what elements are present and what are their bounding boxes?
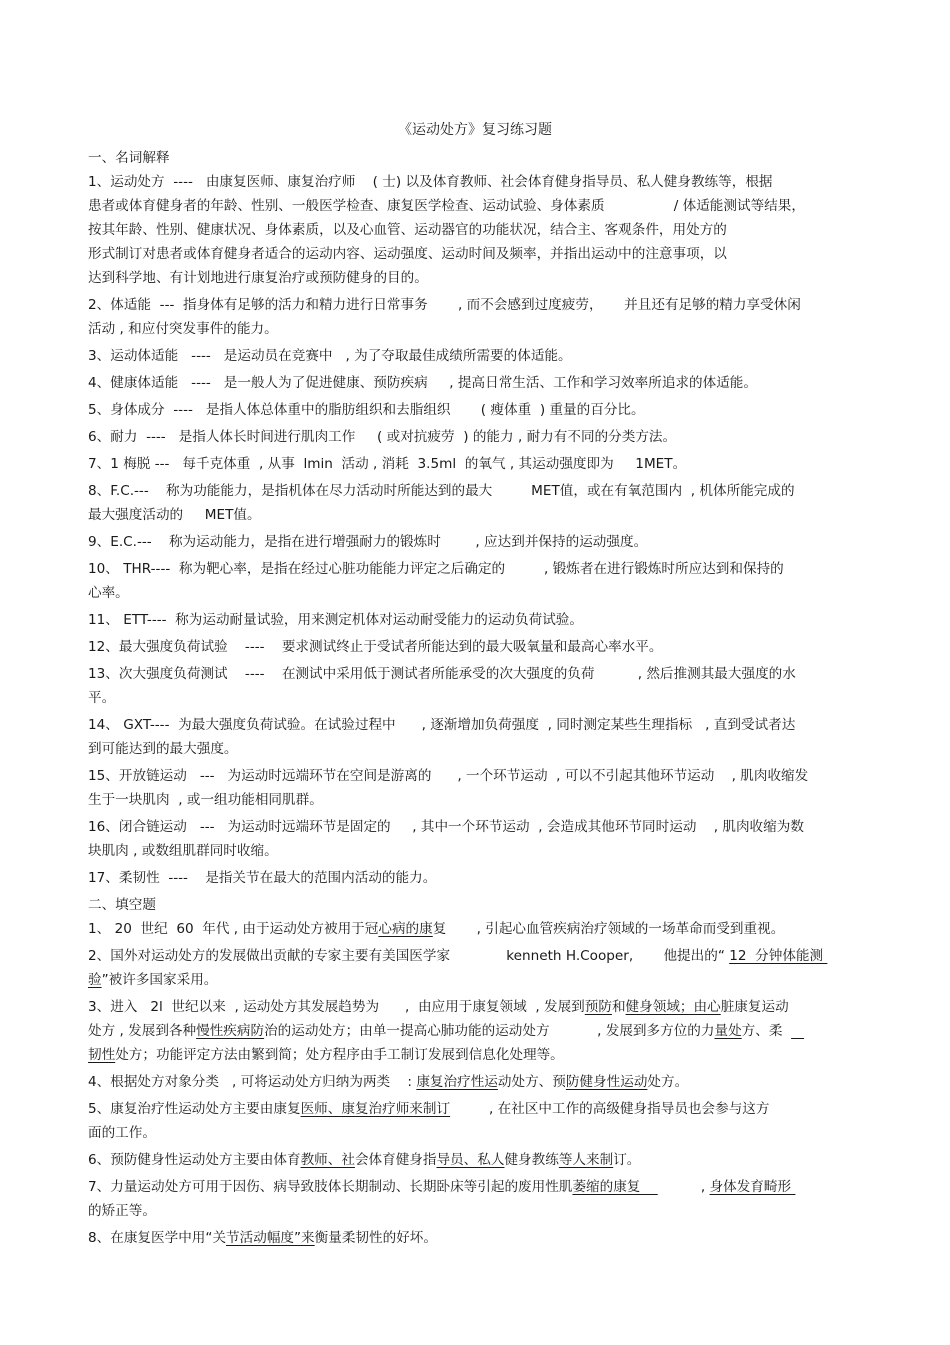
question-text: 1、 20 世纪 60 年代 , 由于运动处方被用于冠 — [88, 921, 379, 937]
text-line: 最大强度活动的 MET值。 — [88, 507, 261, 523]
fill-in-item — [88, 944, 880, 992]
text-line — [88, 968, 880, 992]
text-line: 4、健康体适能 ---- 是一般人为了促进健康、预防疾病 , 提高日常生活、工作和学习效率所追求的体适能。 — [88, 375, 757, 391]
answer-text: 医师、康复治疗师来制订 — [300, 1101, 451, 1117]
definition-item — [88, 866, 880, 890]
question-text: 方、柔 — [741, 1023, 792, 1039]
text-line — [88, 995, 880, 1019]
definitions-list — [88, 170, 880, 890]
question-text: 8、在康复医学中用“关 — [88, 1230, 227, 1246]
text-line — [88, 1226, 880, 1250]
definition-item — [88, 635, 880, 659]
page-title: 《运动处方》复习练习题 — [398, 122, 552, 138]
text-line: 生于一块肌肉 , 或一组功能相同肌群。 — [88, 792, 323, 808]
question-text: 2、国外对运动处方的发展做出贡献的专家主要有美国医学家 kenneth H.Cooper, 他提出的“ — [88, 948, 730, 964]
fill-in-item — [88, 1097, 880, 1145]
question-text: 处方 , 发展到各种 — [88, 1023, 197, 1039]
text-line: 到可能达到的最大强度。 — [88, 741, 238, 757]
text-line: 块肌肉 , 或数组肌群同时收缩。 — [88, 843, 278, 859]
section-heading-definitions: 一、名词解释 — [88, 150, 170, 166]
definition-item — [88, 815, 880, 863]
text-line: 15、开放链运动 --- 为运动时远端环节在空间是游离的 , 一个环节运动 , 可以不引起其他环节运动 , 肌肉收缩发 — [88, 768, 809, 784]
question-text: 处方；功能评定方法由繁到简；处方程序由手工制订发展到信息化处理等。 — [115, 1047, 564, 1063]
answer-text: 节活动幅度”来 — [226, 1230, 315, 1246]
answer-text: 量处 — [714, 1023, 742, 1039]
question-text: , 在社区中工作的高级健身指导员也会参与这方 — [450, 1101, 770, 1117]
answer-text: 身体发育畸形 — [709, 1179, 796, 1195]
question-text: 复 , 引起心血管疾病治疗领域的一场革命而受到重视。 — [432, 921, 785, 937]
text-line: 活动 , 和应付突发事件的能力。 — [88, 321, 278, 337]
definition-item — [88, 713, 880, 761]
text-line: 5、身体成分 ---- 是指人体总体重中的脂肪组织和去脂组织 ( 瘦体重 ) 重量的百分比。 — [88, 402, 645, 418]
text-line — [88, 917, 880, 941]
question-text: 6、预防健身性运动处方主要由体育 — [88, 1152, 301, 1168]
question-text: 的矫正等。 — [88, 1203, 156, 1219]
definition-item — [88, 293, 880, 341]
question-text: 处方。 — [647, 1074, 689, 1090]
text-line — [88, 1121, 880, 1145]
question-text: 4、根据处方对象分类 , 可将运动处方归纳为两类 : — [88, 1074, 417, 1090]
definition-item — [88, 425, 880, 449]
answer-text: 预防 — [584, 999, 612, 1015]
text-line — [88, 1070, 880, 1094]
answer-text: 萎缩的康复 — [572, 1179, 658, 1195]
text-line — [88, 1175, 880, 1199]
text-line: 3、运动体适能 ---- 是运动员在竞赛中 , 为了夺取最佳成绩所需要的体适能。 — [88, 348, 572, 364]
text-line — [88, 1148, 880, 1172]
definition-item — [88, 530, 880, 554]
answer-text: 验 — [88, 972, 102, 988]
question-text: 衡量柔韧性的好坏。 — [314, 1230, 437, 1246]
definition-item — [88, 452, 880, 476]
answer-text: 健身领域；由心 — [625, 999, 721, 1015]
fill-in-item — [88, 1175, 880, 1223]
fill-in-list — [88, 917, 880, 1250]
definition-item — [88, 479, 880, 527]
answer-text: 康复治疗性运 — [416, 1074, 498, 1090]
text-line: 6、耐力 ---- 是指人体长时间进行肌肉工作 ( 或对抗疲劳 ) 的能力 , 耐力有不同的分类方法。 — [88, 429, 677, 445]
answer-text: 韧性 — [88, 1047, 116, 1063]
text-line: 9、E.C.--- 称为运动能力，是指在进行增强耐力的锻炼时 , 应达到并保持的运动强度。 — [88, 534, 648, 550]
question-text: 5、康复治疗性运动处方主要由康复 — [88, 1101, 301, 1117]
answer-text: 教师、社 — [300, 1152, 355, 1168]
text-line: 1、运动处方 ---- 由康复医师、康复治疗师 ( 士) 以及体育教师、社会体育健身指导员、私人健身教练等，根据 — [88, 174, 773, 190]
answer-text — [791, 1023, 804, 1039]
text-line: 13、次大强度负荷测试 ---- 在测试中采用低于测试者所能承受的次大强度的负荷 , 然后推测其最大强度的水 — [88, 666, 796, 682]
definition-item — [88, 764, 880, 812]
text-line: 17、柔韧性 ---- 是指关节在最大的范围内活动的能力。 — [88, 870, 437, 886]
text-line — [88, 1199, 880, 1223]
text-line: 10、 THR---- 称为靶心率，是指在经过心脏功能能力评定之后确定的 , 锻炼者在进行锻炼时所应达到和保持的 — [88, 561, 784, 577]
question-text: 和 — [611, 999, 626, 1015]
definition-item — [88, 371, 880, 395]
answer-text: 导员、私人 — [436, 1152, 505, 1168]
text-line: 形式制订对患者或体育健身者适合的运动内容、运动强度、运动时间及频率，并指出运动中的注意事项，以 — [88, 246, 727, 262]
fill-in-item — [88, 917, 880, 941]
answer-text: 等人来制 — [558, 1152, 614, 1168]
definition-item — [88, 608, 880, 632]
text-line: 8、F.C.--- 称为功能能力，是指机体在尽力活动时所能达到的最大 MET值，或在有氧范围内 , 机体所能完成的 — [88, 483, 795, 499]
question-text: 会体育健身指 — [354, 1152, 437, 1168]
answer-text: 12 分钟体能测 — [729, 948, 828, 964]
question-text: ”被许多国家采用。 — [101, 972, 218, 988]
text-line — [88, 944, 880, 968]
text-line — [88, 1043, 880, 1067]
definition-item — [88, 398, 880, 422]
question-text: 健身教练 — [504, 1152, 559, 1168]
question-text: 动处方、预 — [497, 1074, 566, 1090]
text-line: 达到科学地、有计划地进行康复治疗或预防健身的目的。 — [88, 270, 428, 286]
answer-text: 心病的康 — [378, 921, 433, 937]
question-text: 脏康复运动 — [720, 999, 789, 1015]
definition-item — [88, 344, 880, 368]
question-text: 订。 — [613, 1152, 641, 1168]
text-line: 7、1 梅脱 --- 每千克体重 , 从事 lmin 活动 , 消耗 3.5ml 的氧气 , 其运动强度即为 1MET。 — [88, 456, 687, 472]
text-line: 12、最大强度负荷试验 ---- 要求测试终止于受试者所能达到的最大吸氧量和最高心率水平。 — [88, 639, 663, 655]
text-line: 11、 ETT---- 称为运动耐量试验，用来测定机体对运动耐受能力的运动负荷试验。 — [88, 612, 583, 628]
definition-item — [88, 170, 880, 290]
text-line: 平。 — [88, 690, 116, 706]
definition-item — [88, 662, 880, 710]
text-line: 14、 GXT---- 为最大强度负荷试验。在试验过程中 , 逐渐增加负荷强度 , 同时测定某些生理指标 , 直到受试者达 — [88, 717, 796, 733]
text-line: 2、体适能 --- 指身体有足够的活力和精力进行日常事务 , 而不会感到过度疲劳， 并且还有足够的精力享受休闲 — [88, 297, 801, 313]
answer-text: 防健身性运动 — [565, 1074, 648, 1090]
definition-item — [88, 557, 880, 605]
question-text: 面的工作。 — [88, 1125, 156, 1141]
fill-in-item — [88, 1148, 880, 1172]
document-body — [88, 146, 880, 1253]
answer-text: 慢性疾病防 — [196, 1023, 265, 1039]
question-text: 治的运动处方；由单一提高心肺功能的运动处方 , 发展到多方位的力 — [264, 1023, 715, 1039]
question-text: 7、力量运动处方可用于因伤、病导致肢体长期制动、长期卧床等引起的废用性肌 — [88, 1179, 573, 1195]
fill-in-item — [88, 1226, 880, 1250]
text-line: 心率。 — [88, 585, 129, 601]
text-line: 16、闭合链运动 --- 为运动时远端环节是固定的 , 其中一个环节运动 , 会造成其他环节同时运动 , 肌肉收缩为数 — [88, 819, 804, 835]
text-line: 按其年龄、性别、健康状况、身体素质，以及心血管、运动器官的功能状况，结合主、客观条件，用处方的 — [88, 222, 727, 238]
question-text: , — [657, 1179, 710, 1195]
question-text: 3、进入 2l 世纪以来 , 运动处方其发展趋势为 , 由应用于康复领域 , 发展到 — [88, 999, 585, 1015]
fill-in-item — [88, 1070, 880, 1094]
fill-in-item — [88, 995, 880, 1067]
text-line — [88, 1097, 880, 1121]
text-line: 患者或体育健身者的年龄、性别、一般医学检查、康复医学检查、运动试验、身体素质 / 体适能测试等结果， — [88, 198, 805, 214]
text-line — [88, 1019, 880, 1043]
section-heading-fill-in: 二、填空题 — [88, 897, 156, 913]
